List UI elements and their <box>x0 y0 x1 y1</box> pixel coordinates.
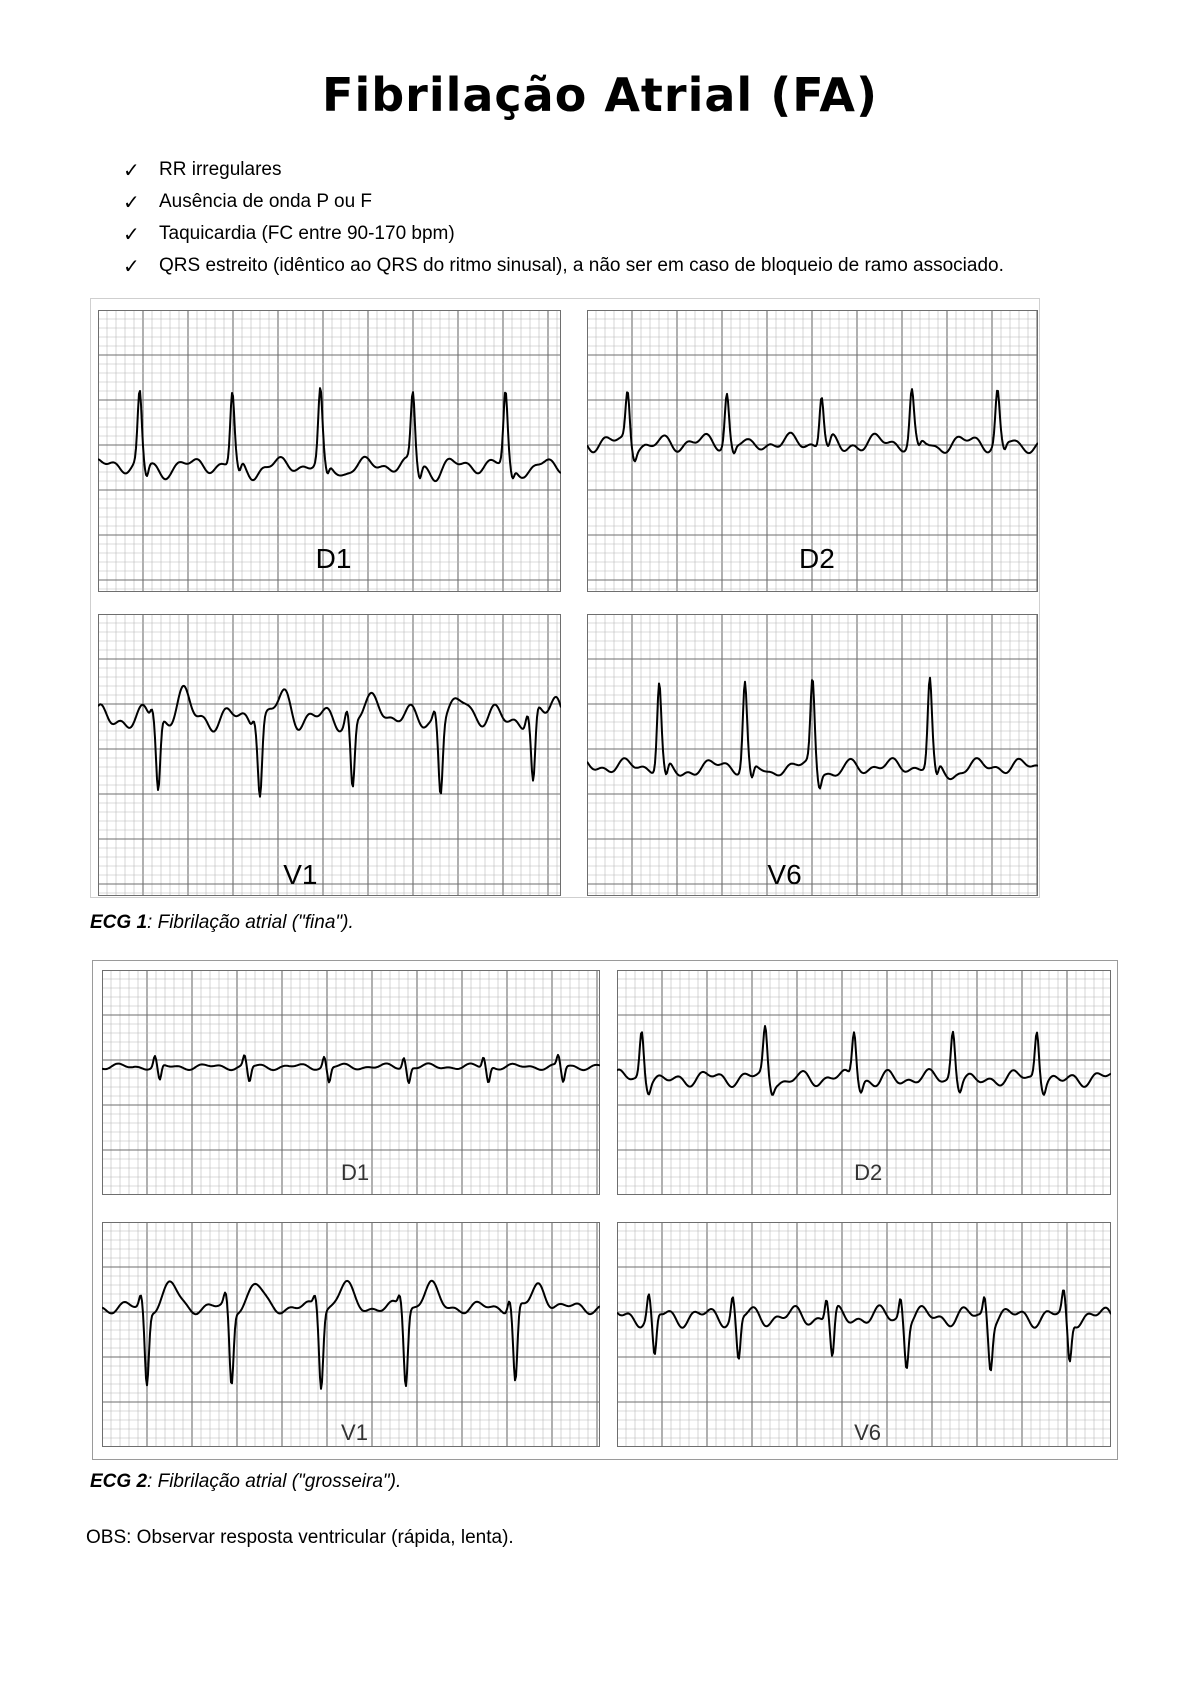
ecg-grid <box>617 1222 1111 1447</box>
ecg1-caption <box>90 912 354 934</box>
criteria-item <box>123 218 1004 250</box>
obs-note: OBS: Observar resposta ventricular (rápida, lenta). <box>86 1527 514 1548</box>
checkmark-icon: ✓ <box>123 191 140 214</box>
criteria-text: Ausência de onda P ou F <box>159 191 373 212</box>
lead-label-d1: D1 <box>341 1160 370 1185</box>
criteria-list <box>123 154 1004 282</box>
checkmark-icon: ✓ <box>123 159 140 182</box>
criteria-text: RR irregulares <box>159 159 282 180</box>
ecg-trace <box>98 686 561 797</box>
lead-label-d2: D2 <box>854 1160 883 1185</box>
ecg-grid <box>98 614 561 896</box>
ecg1-caption-text: : Fibrilação atrial ("fina"). <box>147 912 354 933</box>
criteria-item <box>123 250 1004 282</box>
ecg2-lead-d2 <box>617 970 1111 1195</box>
ecg2-lead-v1 <box>102 1222 600 1447</box>
ecg1-lead-v6 <box>587 614 1038 896</box>
checkmark-icon: ✓ <box>123 255 140 278</box>
page-title: Fibrilação Atrial (FA) <box>322 68 878 122</box>
ecg1-caption-label: ECG 1 <box>90 912 148 933</box>
lead-label-v6: V6 <box>854 1420 882 1445</box>
criteria-text: QRS estreito (idêntico ao QRS do ritmo sinusal), a não ser em caso de bloqueio de ramo associado. <box>159 255 1004 276</box>
ecg2-lead-d1 <box>102 970 600 1195</box>
criteria-item <box>123 186 1004 218</box>
ecg-trace <box>617 1291 1111 1371</box>
ecg-grid <box>102 1222 600 1447</box>
ecg2-caption-text: : Fibrilação atrial ("grosseira"). <box>147 1471 402 1492</box>
lead-label-d1: D1 <box>315 543 352 574</box>
ecg1-lead-v1 <box>98 614 561 896</box>
ecg1-lead-d2 <box>587 310 1038 592</box>
ecg2-caption-label: ECG 2 <box>90 1471 148 1492</box>
criteria-item <box>123 154 1004 186</box>
lead-label-v1: V1 <box>341 1420 368 1445</box>
lead-label-v1: V1 <box>283 859 318 890</box>
lead-label-v6: V6 <box>767 859 802 890</box>
ecg-trace <box>98 388 561 481</box>
criteria-text: Taquicardia (FC entre 90-170 bpm) <box>159 223 455 244</box>
lead-label-d2: D2 <box>798 543 835 574</box>
ecg1-lead-d1 <box>98 310 561 592</box>
ecg2-lead-v6 <box>617 1222 1111 1447</box>
checkmark-icon: ✓ <box>123 223 140 246</box>
ecg2-caption <box>90 1471 401 1493</box>
